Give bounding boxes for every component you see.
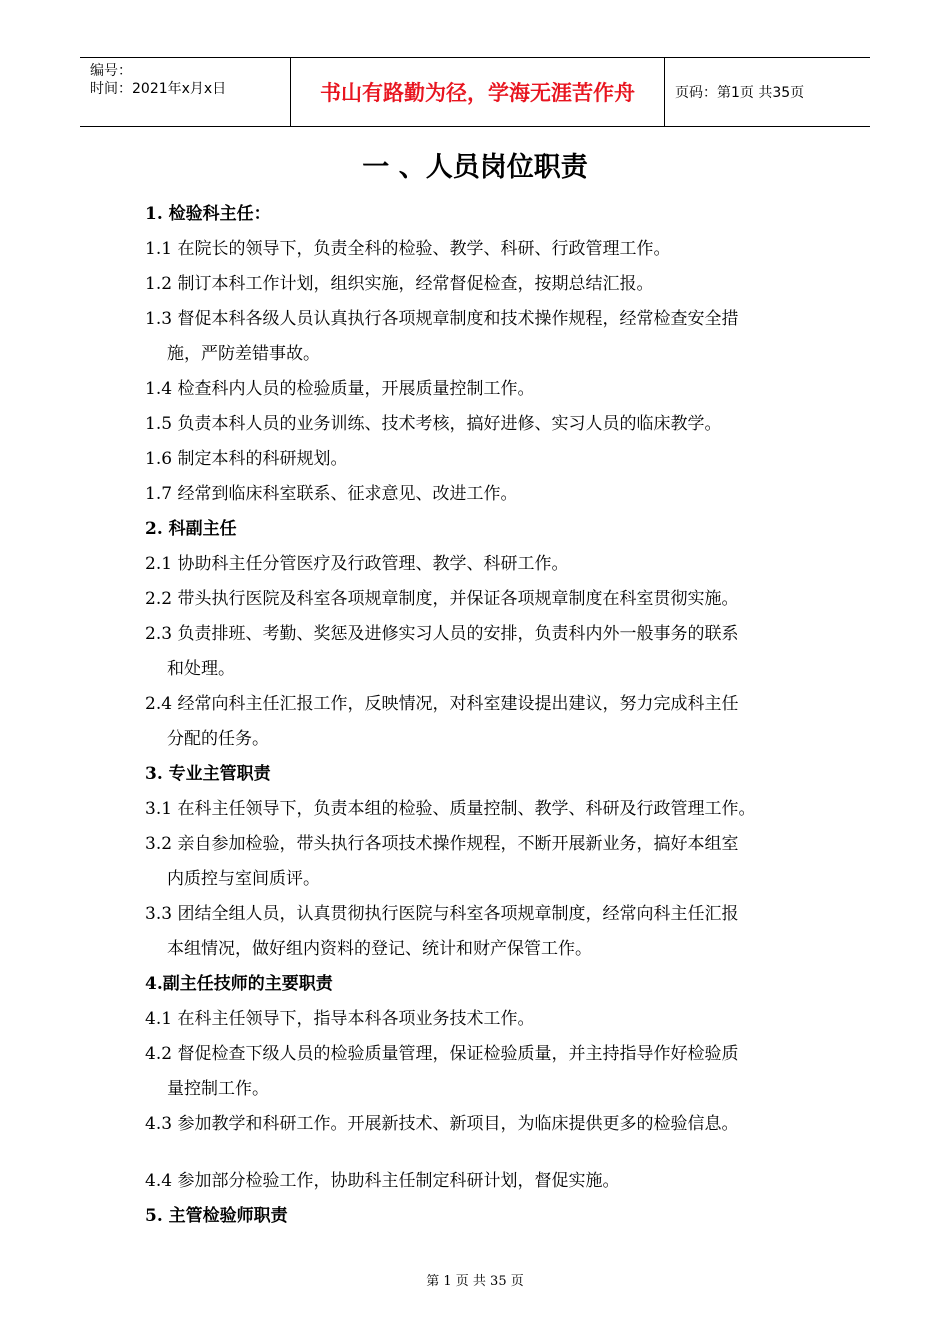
list-item-line: 3.2 亲自参加检验，带头执行各项技术操作规程，不断开展新业务，搞好本组室 — [145, 834, 739, 854]
list-item — [145, 897, 835, 967]
document-body — [145, 197, 835, 1234]
section-heading: 2. 科副主任 — [145, 519, 237, 539]
list-item-continuation: 本组情况，做好组内资料的登记、统计和财产保管工作。 — [167, 939, 592, 959]
document-date: 时间：2021年x月x日 — [90, 81, 227, 97]
section-heading: 5. 主管检验师职责 — [145, 1206, 288, 1226]
list-item: 2.2 带头执行医院及科室各项规章制度，并保证各项规章制度在科室贯彻实施。 — [145, 589, 739, 609]
list-item: 4.1 在科主任领导下，指导本科各项业务技术工作。 — [145, 1009, 535, 1029]
list-item-line: 2.4 经常向科主任汇报工作，反映情况，对科室建设提出建议，努力完成科主任 — [145, 694, 739, 714]
list-item-continuation: 量控制工作。 — [167, 1079, 269, 1099]
list-item-continuation: 内质控与室间质评。 — [167, 869, 320, 889]
list-item-continuation: 分配的任务。 — [167, 729, 269, 749]
list-item-line: 3.3 团结全组人员，认真贯彻执行医院与科室各项规章制度，经常向科主任汇报 — [145, 904, 739, 924]
section-heading: 4.副主任技师的主要职责 — [145, 974, 333, 994]
list-item — [145, 687, 835, 757]
list-item-continuation: 和处理。 — [167, 659, 235, 679]
header-meta — [80, 58, 291, 126]
document-title: 一 、人员岗位职责 — [362, 152, 588, 183]
list-item: 4.3 参加教学和科研工作。开展新技术、新项目，为临床提供更多的检验信息。 — [145, 1114, 739, 1134]
list-item: 1.7 经常到临床科室联系、征求意见、改进工作。 — [145, 484, 518, 504]
list-item: 1.5 负责本科人员的业务训练、技术考核，搞好进修、实习人员的临床教学。 — [145, 414, 722, 434]
list-item: 1.4 检查科内人员的检验质量，开展质量控制工作。 — [145, 379, 535, 399]
page-footer: 第 1 页 共 35 页 — [426, 1274, 524, 1289]
list-item-line: 1.3 督促本科各级人员认真执行各项规章制度和技术操作规程，经常检查安全措 — [145, 309, 739, 329]
list-item — [145, 617, 835, 687]
list-item: 1.1 在院长的领导下，负责全科的检验、教学、科研、行政管理工作。 — [145, 239, 671, 259]
section-heading: 1. 检验科主任： — [145, 204, 271, 224]
header-page-info: 页码：第1页 共35页 — [675, 85, 805, 101]
document-number-label: 编号： — [90, 63, 132, 79]
list-item — [145, 1037, 835, 1107]
list-item-line: 2.3 负责排班、考勤、奖惩及进修实习人员的安排，负责科内外一般事务的联系 — [145, 624, 739, 644]
list-item: 2.1 协助科主任分管医疗及行政管理、教学、科研工作。 — [145, 554, 569, 574]
list-item: 4.4 参加部分检验工作，协助科主任制定科研计划，督促实施。 — [145, 1171, 620, 1191]
list-item-line: 4.2 督促检查下级人员的检验质量管理，保证检验质量，并主持指导作好检验质 — [145, 1044, 739, 1064]
list-item — [145, 302, 835, 372]
list-item: 1.2 制订本科工作计划，组织实施，经常督促检查，按期总结汇报。 — [145, 274, 654, 294]
list-item: 1.6 制定本科的科研规划。 — [145, 449, 348, 469]
header-motto: 书山有路勤为径，学海无涯苦作舟 — [291, 58, 665, 126]
list-item — [145, 827, 835, 897]
list-item-continuation: 施，严防差错事故。 — [167, 344, 320, 364]
paragraph-gap — [145, 1142, 835, 1164]
page-header — [80, 57, 870, 127]
list-item: 3.1 在科主任领导下，负责本组的检验、质量控制、教学、科研及行政管理工作。 — [145, 799, 756, 819]
section-heading: 3. 专业主管职责 — [145, 764, 271, 784]
